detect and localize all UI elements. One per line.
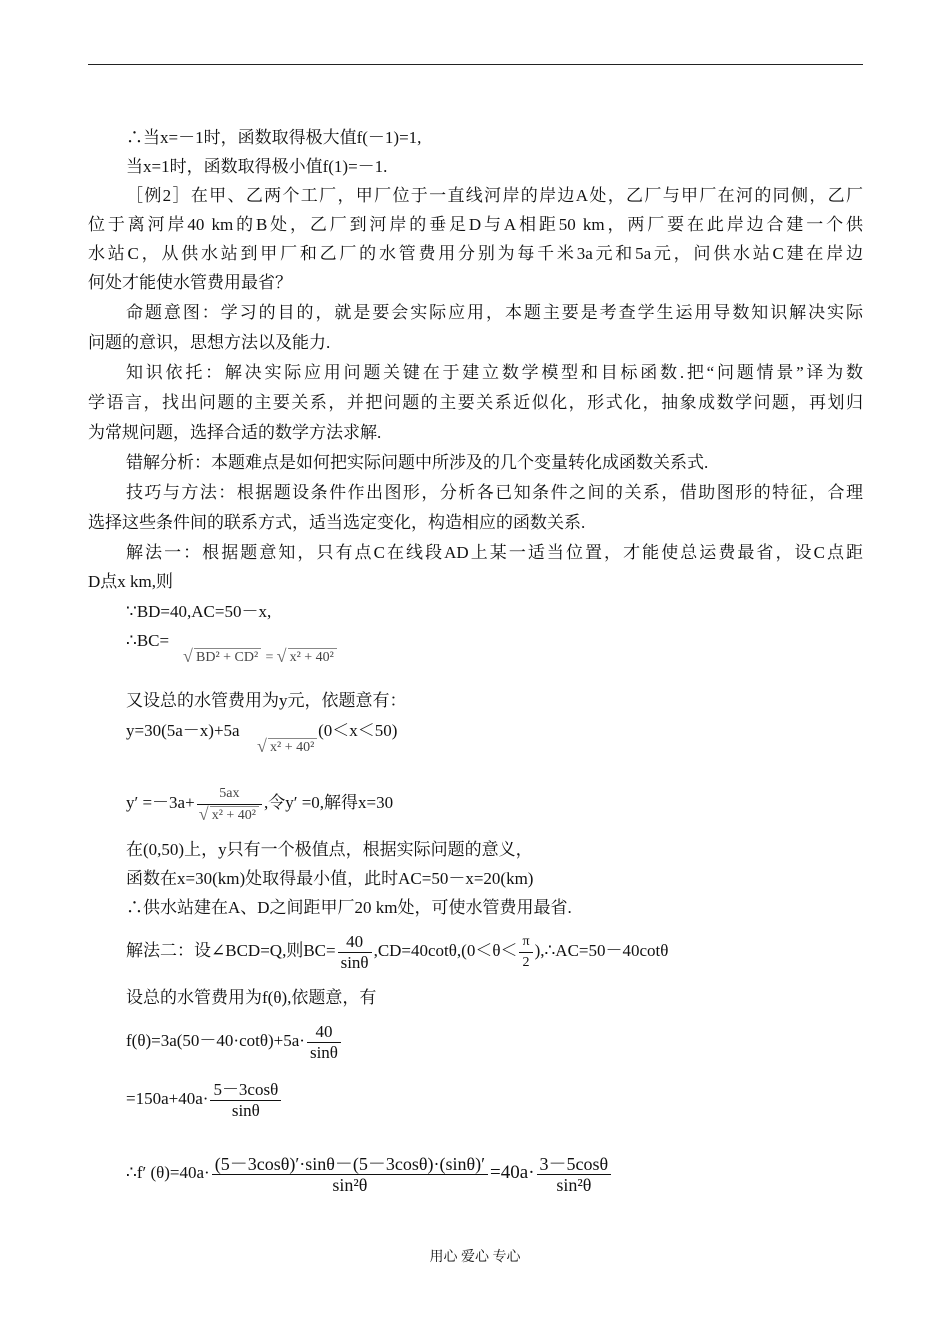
denominator (197, 805, 262, 825)
y-radical (258, 736, 317, 757)
numerator: π (519, 932, 532, 953)
solution1-line: D点x km,则 (88, 572, 173, 591)
fraction (519, 932, 532, 973)
y-derivative (126, 780, 393, 826)
numerator: 5－3cosθ (210, 1080, 281, 1101)
text-line: 在(0,50)上，y只有一个极值点，根据实际问题的意义， (126, 840, 533, 859)
f-intro: 设总的水管费用为f(θ),依题意，有 (126, 988, 377, 1007)
solution2-line (126, 928, 668, 974)
text-line: ∴当x=－1时，函数取得极大值f(－1)=1, (126, 128, 422, 147)
fp-eq: =40a· (490, 1162, 535, 1183)
example-line: 位于离河岸40 km的B处，乙厂到河岸的垂足D与A相距50 km，两厂要在此岸边合建一个供 (88, 215, 863, 234)
conclusion-line: ∴供水站建在A、D之间距甲厂20 km处，可使水管费用最省. (126, 898, 572, 917)
sol2-suffix: ),∴AC=50－40cotθ (534, 941, 669, 960)
skill-line: 技巧与方法：根据题设条件作出图形，分析各已知条件之间的关系，借助图形的特征，合理 (126, 483, 863, 502)
numerator: 40 (338, 932, 372, 953)
basis-line: 学语言，找出问题的主要关系，并把问题的主要关系近似化，形式化，抽象成数学问题，再划归 (88, 393, 863, 412)
basis-line: 知识依托：解决实际应用问题关键在于建立数学模型和目标函数.把“问题情景”译为数 (126, 363, 863, 382)
f-derivative (126, 1148, 613, 1198)
f-prefix: f(θ)=3a(50－40·cotθ)+5a· (126, 1031, 305, 1050)
sol2-prefix: 解法二：设∠BCD=Q,则BC= (126, 941, 336, 960)
denominator: sinθ (340, 952, 369, 972)
denominator: sinθ (231, 1100, 260, 1120)
fp-prefix: ∴f′ (θ)=40a· (126, 1163, 210, 1182)
denominator: 2 (522, 954, 530, 970)
cost-intro: 又设总的水管费用为y元，依题意有： (126, 691, 407, 710)
bc-radicals (184, 646, 337, 668)
intent-line: 问题的意识，思想方法以及能力. (88, 333, 331, 352)
g-prefix: =150a+40a· (126, 1089, 209, 1108)
solution1-line: 解法一：根据题意知，只有点C在线段AD上某一适当位置，才能使总运费最省，设C点距 (126, 543, 863, 562)
error-analysis-line: 错解分析：本题难点是如何把实际问题中所涉及的几个变量转化成函数关系式. (126, 453, 709, 472)
skill-line: 选择这些条件间的联系方式，适当选定变化，构造相应的函数关系. (88, 513, 586, 532)
sol2-mid: ,CD=40cotθ,(0＜θ＜ (373, 941, 518, 960)
text-line: 函数在x=30(km)处取得最小值，此时AC=50－x=20(km) (126, 869, 534, 888)
bc-formula (126, 631, 169, 651)
fraction (307, 1022, 341, 1063)
fraction (537, 1154, 612, 1195)
sqrt-x-40: √ x² + 40² (268, 738, 317, 757)
f-formula (126, 1018, 343, 1064)
sqrt-bd-cd: √ BD² + CD² (194, 648, 261, 667)
numerator: 40 (307, 1022, 341, 1043)
page-footer: 用心 爱心 专心 (429, 1250, 521, 1265)
yp-suffix: ,令y′ =0,解得x=30 (264, 793, 394, 812)
sqrt-x-40: √ x² + 40² (210, 806, 259, 825)
example-line: ［例2］在甲、乙两个工厂，甲厂位于一直线河岸的岸边A处，乙厂与甲厂在河的同侧，乙厂 (126, 186, 863, 205)
header-rule (88, 64, 863, 65)
example-line: 何处才能使水管费用最省？ (88, 273, 292, 292)
equals-sign: = (265, 650, 274, 665)
sqrt-x-40: √ x² + 40² (288, 648, 337, 667)
example-line: 水站C，从供水站到甲厂和乙厂的水管费用分别为每千米3a元和5a元，问供水站C建在岸边 (88, 244, 863, 263)
denominator: sin²θ (332, 1174, 368, 1195)
y-prefix: y=30(5a－x)+5a (126, 721, 240, 740)
f-simplified (126, 1076, 283, 1122)
numerator: (5－3cosθ)′·sinθ－(5－3cosθ)·(sinθ)′ (212, 1154, 488, 1175)
yp-prefix: y′ =－3a+ (126, 793, 195, 812)
fraction (210, 1080, 281, 1121)
basis-line: 为常规问题，选择合适的数学方法求解. (88, 423, 382, 442)
text-line: 当x=1时，函数取得极小值f(1)=－1. (126, 157, 388, 176)
denominator: sin²θ (556, 1174, 592, 1195)
numerator: 5ax (197, 784, 262, 805)
bc-prefix: ∴BC= (126, 631, 170, 650)
because-line: ∵BD=40,AC=50－x, (126, 602, 272, 621)
fraction (338, 932, 372, 973)
numerator: 3－5cosθ (537, 1154, 612, 1175)
fraction (212, 1154, 488, 1195)
denominator: sinθ (309, 1042, 338, 1062)
y-domain: (0＜x＜50) (318, 721, 398, 740)
intent-line: 命题意图：学习的目的，就是要会实际应用，本题主要是考查学生运用导数知识解决实际 (126, 303, 863, 322)
fraction (197, 784, 262, 825)
